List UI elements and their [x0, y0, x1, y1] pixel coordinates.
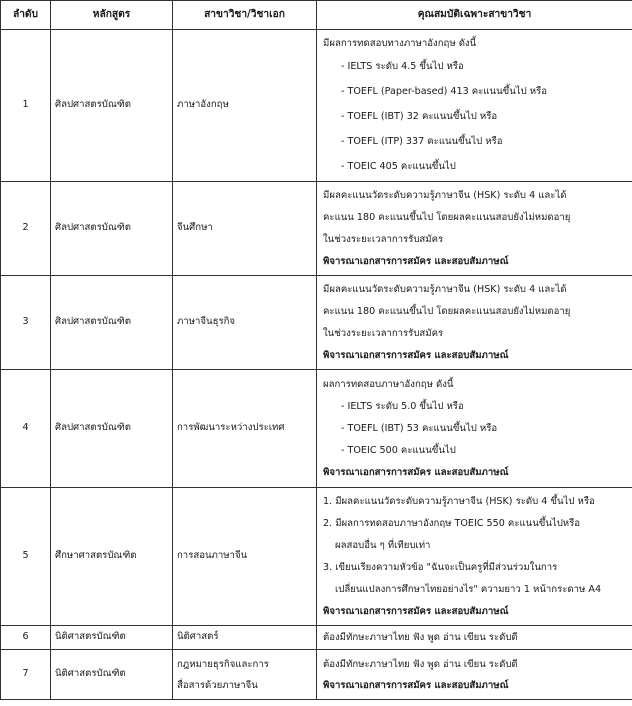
table-row [1, 650, 632, 700]
row-number: 7 [1, 650, 51, 700]
header-major: สาขาวิชา/วิชาเอก [173, 1, 317, 30]
row-number: 6 [1, 626, 51, 650]
req-line: - TOEFL (Paper-based) 413 คะแนนขึ้นไป หรือ [341, 85, 547, 97]
qualification-cell [317, 276, 632, 370]
qualification-cell [317, 626, 632, 650]
req-line: ผลการทดสอบภาษาอังกฤษ ดังนี้ [323, 378, 454, 390]
qualification-cell [317, 30, 632, 182]
qualification-cell [317, 488, 632, 626]
req-line: - TOEFL (IBT) 53 คะแนนขึ้นไป หรือ [341, 422, 498, 434]
req-line: คะแนน 180 คะแนนขึ้นไป โดยผลคะแนนสอบยังไม่หมดอายุ [323, 305, 571, 317]
table-row [1, 182, 632, 276]
req-line: มีผลคะแนนวัดระดับความรู้ภาษาจีน (HSK) ระดับ 4 และได้ [323, 189, 567, 201]
req-line: มีผลคะแนนวัดระดับความรู้ภาษาจีน (HSK) ระดับ 4 และได้ [323, 283, 567, 295]
row-number: 5 [1, 488, 51, 626]
row-number: 3 [1, 276, 51, 370]
req-line: 1. มีผลคะแนนวัดระดับความรู้ภาษาจีน (HSK) ระดับ 4 ขึ้นไป หรือ [323, 495, 595, 507]
program-name: ศิลปศาสตรบัณฑิต [51, 30, 173, 182]
req-line: เปลี่ยนแปลงการศึกษาไทยอย่างไร" ความยาว 1 หน้ากระดาษ A4 [335, 583, 602, 595]
req-line: ต้องมีทักษะภาษาไทย ฟัง พูด อ่าน เขียน ระดับดี [323, 631, 518, 643]
table-row [1, 488, 632, 626]
major-name: ภาษาจีนธุรกิจ [173, 276, 317, 370]
header-qualification: คุณสมบัติเฉพาะสาขาวิชา [317, 1, 632, 30]
qualification-cell [317, 182, 632, 276]
row-number: 4 [1, 370, 51, 488]
qualification-cell [317, 370, 632, 488]
req-line: - IELTS ระดับ 5.0 ขึ้นไป หรือ [341, 400, 464, 412]
req-line: ในช่วงระยะเวลาการรับสมัคร [323, 233, 444, 245]
header-program: หลักสูตร [51, 1, 173, 30]
major-name: กฎหมายธุรกิจและการ สื่อสารด้วยภาษาจีน [173, 650, 317, 700]
program-name: นิติศาสตรบัณฑิต [51, 650, 173, 700]
req-line: มีผลการทดสอบทางภาษาอังกฤษ ดังนี้ [323, 37, 477, 49]
req-line: - TOEIC 405 คะแนนขึ้นไป [341, 160, 456, 172]
req-line: พิจารณาเอกสารการสมัคร และสอบสัมภาษณ์ [323, 255, 509, 267]
major-name: นิติศาสตร์ [173, 626, 317, 650]
program-name: ศิลปศาสตรบัณฑิต [51, 370, 173, 488]
qualification-cell [317, 650, 632, 700]
req-line: ในช่วงระยะเวลาการรับสมัคร [323, 327, 444, 339]
row-number: 1 [1, 30, 51, 182]
req-line: พิจารณาเอกสารการสมัคร และสอบสัมภาษณ์ [323, 679, 509, 691]
req-line: - TOEIC 500 คะแนนขึ้นไป [341, 444, 456, 456]
table-row [1, 370, 632, 488]
program-name: นิติศาสตรบัณฑิต [51, 626, 173, 650]
req-line: ต้องมีทักษะภาษาไทย ฟัง พูด อ่าน เขียน ระดับดี [323, 658, 518, 670]
req-line: - TOEFL (IBT) 32 คะแนนขึ้นไป หรือ [341, 110, 498, 122]
major-name: การสอนภาษาจีน [173, 488, 317, 626]
major-name: ภาษาอังกฤษ [173, 30, 317, 182]
header-no: ลำดับ [1, 1, 51, 30]
req-line: พิจารณาเอกสารการสมัคร และสอบสัมภาษณ์ [323, 349, 509, 361]
req-line: - TOEFL (ITP) 337 คะแนนขึ้นไป หรือ [341, 135, 503, 147]
table-row [1, 276, 632, 370]
program-name: ศึกษาศาสตรบัณฑิต [51, 488, 173, 626]
req-line: ผลสอบอื่น ๆ ที่เทียบเท่า [335, 539, 431, 551]
table-row [1, 626, 632, 650]
major-name: จีนศึกษา [173, 182, 317, 276]
program-name: ศิลปศาสตรบัณฑิต [51, 182, 173, 276]
header-row [1, 1, 632, 30]
table-row [1, 30, 632, 182]
req-line: 3. เขียนเรียงความหัวข้อ "ฉันจะเป็นครูที่มีส่วนร่วมในการ [323, 561, 558, 573]
req-line: คะแนน 180 คะแนนขึ้นไป โดยผลคะแนนสอบยังไม่หมดอายุ [323, 211, 571, 223]
req-line: - IELTS ระดับ 4.5 ขึ้นไป หรือ [341, 60, 464, 72]
req-line: พิจารณาเอกสารการสมัคร และสอบสัมภาษณ์ [323, 466, 509, 478]
program-name: ศิลปศาสตรบัณฑิต [51, 276, 173, 370]
row-number: 2 [1, 182, 51, 276]
major-name: การพัฒนาระหว่างประเทศ [173, 370, 317, 488]
req-line: 2. มีผลการทดสอบภาษาอังกฤษ TOEIC 550 คะแนนขึ้นไปหรือ [323, 517, 581, 529]
req-line: พิจารณาเอกสารการสมัคร และสอบสัมภาษณ์ [323, 605, 509, 617]
